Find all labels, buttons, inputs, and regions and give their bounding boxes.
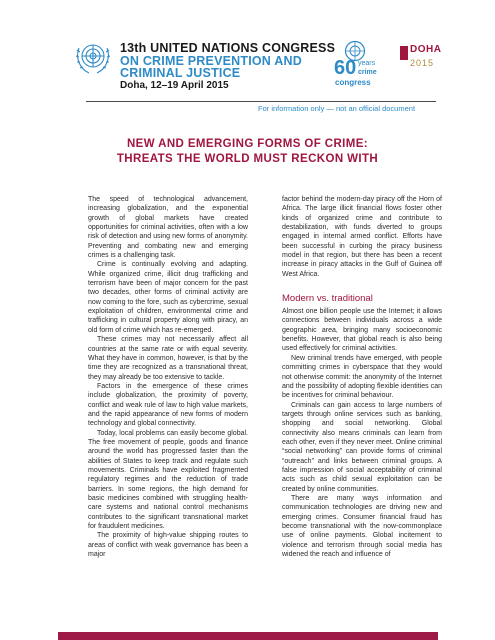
disclaimer-notice: For information only — not an official document [258,104,416,113]
doha-logo-mark [400,46,408,60]
header-divider [86,101,436,102]
paragraph: Criminals can gain access to large numbers of targets through online services such as banking, shopping and social networking. Global connectivity also means criminals can learn from each other, even if they never meet. Online criminal “social networking” can provide forms of criminal “outreach” and links between criminal groups. A false impression of social acceptability of criminal acts such as child sexual exploitation can be created by online communities. [282,401,442,493]
footer-bar [58,632,438,640]
congress-place-date: Doha, 12–19 April 2015 [120,80,229,91]
paragraph: There are many ways information and communication technologies are driving new and emerging crimes. Consumer financial fraud has become transnational with the now-commonplace use of online payments. Global incitement to violence and terrorism through social media has widened the reach and influence of [282,494,442,559]
paragraph: These crimes may not necessarily affect all countries at the same rate or with equal severity. What they have in common, however, is that by the time they are recognized as a transnational threat, they may already be too extensive to tackle. [88,336,248,381]
doha-logo-year: 2015 [410,58,435,68]
paragraph: Today, local problems can easily become global. The free movement of people, goods and finance around the world has progressed faster than the abilities of States to keep track and regulate such movements. Criminals have exploited fragmented regulatory regimes and the reduction of trade barriers. In some regions, the high demand for basic medicines combined with struggling health-care systems and national control mechanisms contributes to the significant transnational market for fraudulent medicines. [88,429,248,531]
paragraph: factor behind the modern-day piracy off the Horn of Africa. The large illicit financial flows foster other kinds of organized crime and contribute to destabilization, with funds diverted to groups engaged in internal armed conflict. Efforts have been successful in curbing the piracy business model in that region, but there has been a recent increase in piracy attacks in the Gulf of Guinea off West Africa. [282,196,442,278]
congress-title-line3: CRIMINAL JUSTICE [120,66,241,80]
congress-title-line2: ON CRIME PREVENTION AND [120,54,302,68]
paragraph: New criminal trends have emerged, with people committing crimes in cyberspace that they would not otherwise commit: the anonymity of the Internet and the possibility of adopting flexible identities can be incentives for criminal behaviour. [282,354,442,400]
paragraph: The proximity of high-value shipping routes to areas of conflict with weak governance has been a major [88,532,248,559]
congress-years-word: years [358,60,376,67]
congress-60-number: 60 [334,57,357,79]
document-title-line2: THREATS THE WORLD MUST RECKON WITH [116,153,379,165]
paragraph: Crime is continually evolving and adapting. While organized crime, illicit drug trafficking and terrorism have been of major concern for the past two decades, other forms of criminal activity are now coming to the fore, such as cybercrime, sexual exploitation of children, environmental crime and trafficking in cultural property along with piracy, an old form of crime which has re-emerged. [88,261,248,334]
paragraph: Almost one billion people use the Internet; it allows connections between individuals across a wide geographic area, bringing many socioeconomic benefits. However, that global reach is also being used effectively for criminal activities. [282,308,442,353]
document-title-line1: NEW AND EMERGING FORMS OF CRIME: [126,138,369,150]
congress-word: congress [335,78,371,87]
paragraph: The speed of technological advancement, increasing globalization, and the exponential growth of global markets have created opportunities for criminal activities, often with a low risk of detection and using new forms of anonymity. Preventing and combating new and emerging crimes is a challenging task. [88,196,248,260]
congress-crime-word: crime [358,69,377,76]
right-text-column [282,195,442,559]
section-heading: Modern vs. traditional [282,293,373,305]
congress-title-line1: 13th UNITED NATIONS CONGRESS [120,41,336,55]
left-text-column [88,195,248,559]
paragraph: Factors in the emergence of these crimes include globalization, the proximity of poverty, conflict and weak rule of law to high value markets, and the rapid appearance of new forms of modern technology and global connectivity. [88,382,248,428]
un-emblem-icon [72,36,114,78]
doha-logo-name: DOHA [410,44,442,55]
